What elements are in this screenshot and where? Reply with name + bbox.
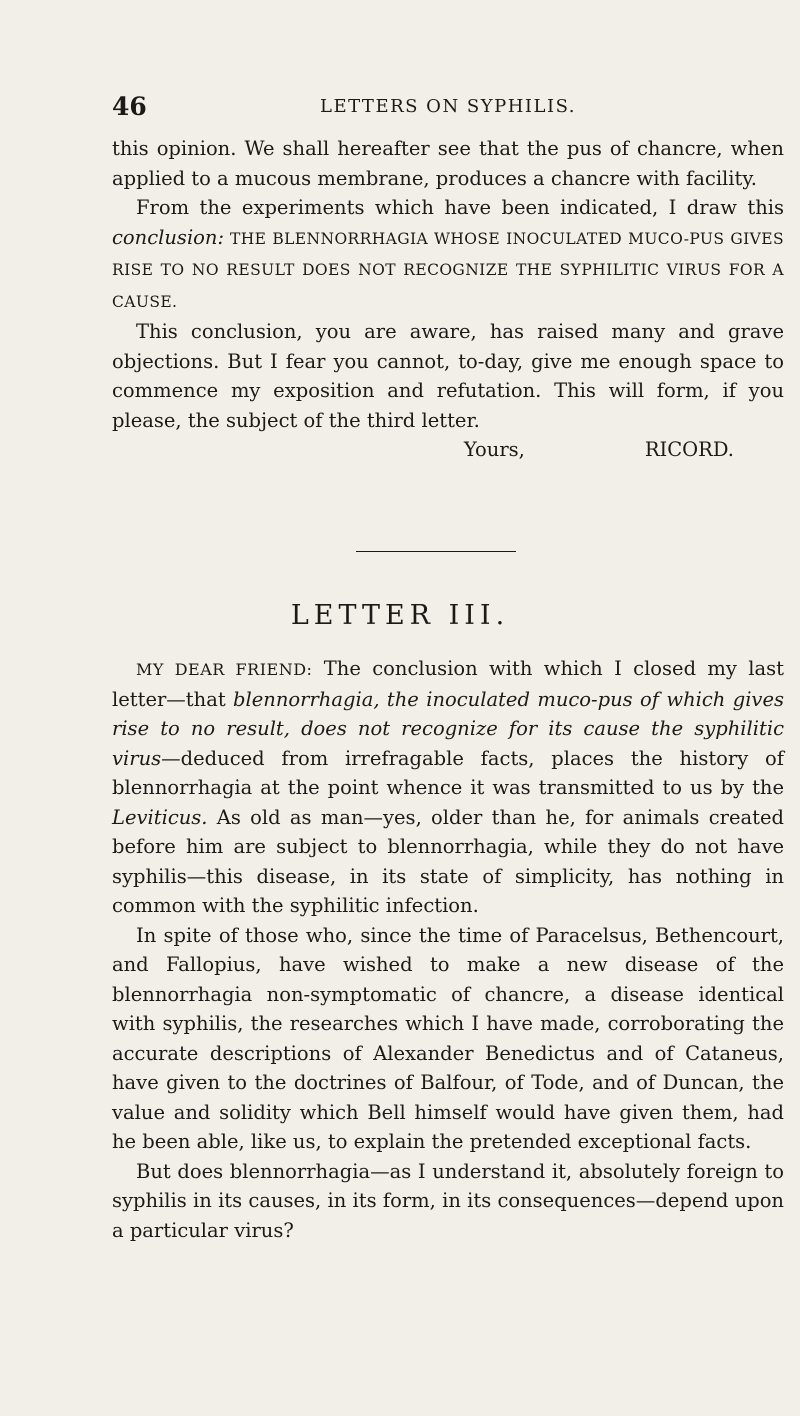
paragraph-salutation [112,654,784,921]
signature-closing: Yours, [463,438,525,461]
signature [112,435,784,465]
page-number: 46 [112,92,147,121]
text-run: —deduced from irrefragable facts, places the history of blennorrhagia at the point whence it was transmitted to us by the [112,746,784,799]
italic-run: Leviticus. [112,805,208,829]
paragraph: This conclusion, you are aware, has raised many and grave objections. But I fear you cannot, to-day, give me enough space to commence my exposition and refutation. This will form, if you please, the subject of the third letter. [112,320,784,432]
signature-name: RICORD. [644,438,734,461]
italic-run: blennorrhagia, the inoculated muco-pus of which gives rise to no result, does not recognize for its cause the syphilitic virus [112,687,784,770]
letter-body [112,654,784,1245]
text-run: The conclusion with which I closed my last letter—that [112,657,785,711]
small-caps-run: THE BLENNORRHAGIA WHOSE INOCULATED MUCO-PUS GIVES RISE TO NO RESULT DOES NOT RECOGNIZE THE SYPHILITIC VIRUS FOR A CAUSE. [112,229,784,311]
italic-run: conclusion: [112,225,225,249]
salutation: MY DEAR FRIEND: [136,660,313,679]
running-title: LETTERS ON SYPHILIS. [320,96,577,117]
page-header [112,92,772,120]
section-divider [356,551,516,552]
paragraph: In spite of those who, since the time of Paracelsus, Bethencourt, and Fallopius, have wished to make a new disease of the blennorrhagia non-symptomatic of chancre, a disease identical with syphilis, the researches which I have made, corroborating the accurate descriptions of Alexander Benedictus and of Cataneus, have given to the doctrines of Balfour, of Tode, and of Duncan, the value and solidity which Bell himself would have given them, had he been able, like us, to explain the pretended exceptional facts. [112,923,784,1153]
continued-letter-text [112,134,784,465]
paragraph: this opinion. We shall hereafter see that the pus of chancre, when applied to a mucous membrane, produces a chancre with facility. [112,137,784,190]
text-run: As old as man—yes, older than he, for animals created before him are subject to blennorrhagia, while they do not have syphilis—this disease, in its state of simplicity, has nothing in common with the syphilitic infection. [112,805,784,917]
paragraph-conclusion [112,193,784,317]
letter-heading: LETTER III. [290,600,510,631]
paragraph: But does blennorrhagia—as I understand it, absolutely foreign to syphilis in its causes, in its form, in its consequences—depend upon a particular virus? [112,1159,784,1242]
text-run: From the experiments which have been indicated, I draw this [136,196,784,219]
